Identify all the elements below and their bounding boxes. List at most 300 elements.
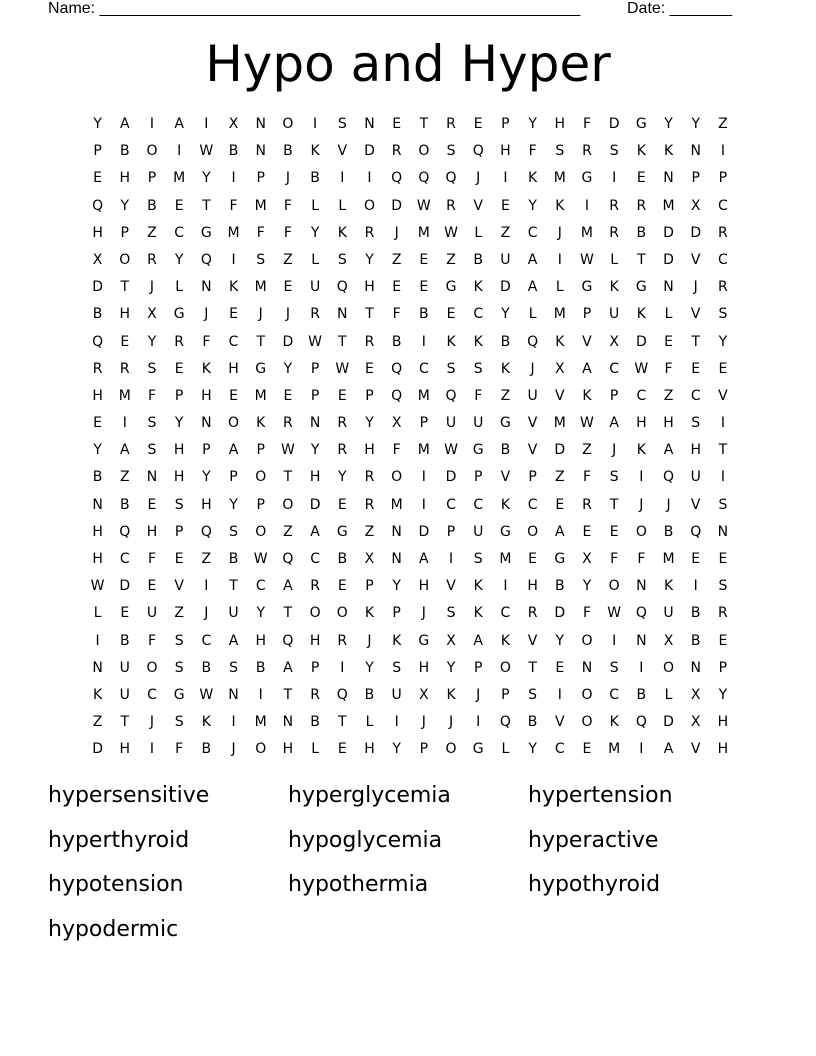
grid-letter: G [418,632,430,649]
grid-letter: J [367,632,372,649]
grid-letter: H [663,415,674,432]
grid-letter: H [255,632,266,649]
grid-letter: X [690,714,701,731]
grid-letter: W [416,197,431,214]
grid-letter: P [718,659,728,676]
grid-letter: K [473,605,483,622]
grid-letter: T [120,279,130,296]
grid-letter: I [394,714,399,731]
grid-letter: F [202,333,211,350]
grid-letter: B [690,605,701,622]
grid-letter: M [608,741,621,758]
grid-letter: B [636,224,647,241]
grid-letter: Y [120,197,130,214]
grid-letter: S [609,469,619,486]
grid-letter: C [718,251,728,268]
grid-row [84,492,738,519]
grid-letter: Q [391,387,403,404]
grid-letter: S [446,143,456,160]
grid-letter: S [174,496,184,513]
word-bank-row [48,823,768,868]
grid-letter: S [229,659,238,676]
grid-letter: E [636,170,646,187]
grid-row [84,709,738,736]
grid-letter: H [554,116,566,132]
grid-letter: I [313,116,318,132]
grid-letter: R [527,605,538,622]
grid-letter: I [258,686,263,703]
grid-letter: P [419,741,429,758]
grid-letter: O [309,605,321,622]
grid-letter: S [718,578,728,595]
grid-letter: S [473,551,483,567]
grid-letter: U [609,306,620,323]
grid-letter: Q [92,197,104,214]
grid-letter: P [256,442,265,459]
grid-letter: P [120,224,129,241]
grid-letter: Z [582,442,592,459]
grid-letter: I [557,686,562,703]
grid-letter: B [147,197,157,214]
grid-letter: R [609,224,620,241]
grid-row [84,329,738,356]
grid-letter: U [500,251,511,268]
grid-letter: S [446,360,456,377]
grid-letter: I [421,496,426,513]
grid-letter: H [92,523,103,540]
grid-letter: D [608,116,620,132]
grid-letter: I [149,116,155,132]
grid-letter: Z [147,224,157,241]
grid-letter: H [364,279,375,296]
grid-letter: Z [174,605,184,622]
grid-letter: C [147,686,157,703]
grid-letter: E [120,605,130,622]
grid-letter: U [527,387,538,404]
grid-letter: O [581,714,593,731]
grid-letter: V [473,197,483,214]
grid-letter: X [663,632,674,649]
grid-letter: J [394,224,399,241]
grid-letter: N [690,143,701,160]
grid-letter: P [93,143,102,160]
grid-letter: Y [147,333,157,350]
grid-letter: M [417,224,430,241]
grid-letter: Y [582,578,592,595]
grid-letter: B [92,306,103,323]
grid-letter: E [691,360,701,377]
grid-letter: S [147,415,157,432]
grid-letter: M [553,306,566,323]
grid-letter: F [392,442,401,459]
grid-letter: E [392,279,402,296]
grid-letter: N [663,279,674,296]
word-bank-item: hyperthyroid [48,827,190,853]
grid-letter: A [119,116,130,132]
grid-letter: Y [93,116,102,132]
grid-letter: R [337,632,348,649]
grid-letter: O [228,415,240,432]
grid-letter: E [337,741,347,758]
grid-letter: C [418,360,429,377]
grid-letter: O [391,469,403,486]
grid-letter: B [310,170,320,187]
grid-letter: M [254,197,267,214]
grid-letter: T [419,116,429,132]
grid-letter: M [254,387,267,404]
grid-letter: N [228,686,239,703]
grid-letter: Y [664,116,673,132]
grid-letter: X [554,360,565,377]
grid-letter: K [582,387,592,404]
grid-letter: M [227,224,240,241]
grid-letter: G [255,360,267,377]
grid-letter: N [146,469,158,486]
grid-letter: F [147,551,156,567]
grid-letter: B [255,659,266,676]
grid-letter: F [392,306,401,323]
grid-letter: C [609,360,620,377]
grid-letter: I [231,170,236,187]
grid-row [84,193,738,220]
grid-letter: W [90,578,105,595]
grid-letter: L [555,279,564,296]
grid-letter: E [120,333,130,350]
grid-letter: Y [174,415,184,432]
grid-letter: C [446,496,456,513]
grid-letter: E [392,116,402,132]
grid-letter: F [256,224,265,241]
grid-letter: K [555,197,565,214]
grid-letter: A [119,442,130,459]
grid-letter: I [231,251,236,268]
grid-letter: M [662,197,675,214]
grid-letter: Q [690,523,702,540]
grid-letter: Q [336,279,348,296]
grid-letter: Y [528,197,537,214]
grid-letter: K [201,360,211,377]
grid-letter: E [337,496,347,513]
grid-letter: S [609,143,619,160]
grid-letter: Q [391,170,403,187]
grid-row [84,220,738,247]
grid-letter: V [582,333,592,350]
grid-letter: F [610,551,619,567]
grid-letter: K [201,714,211,731]
grid-letter: G [499,415,511,432]
grid-letter: T [528,659,537,676]
grid-letter: C [718,197,728,214]
grid-letter: P [174,387,184,404]
grid-letter: J [530,360,535,377]
grid-letter: A [582,360,592,377]
grid-letter: Q [472,143,484,160]
grid-letter: R [636,197,647,214]
grid-letter: O [282,116,294,132]
grid-letter: D [500,279,511,296]
grid-letter: V [690,741,701,758]
grid-letter: A [609,415,619,432]
grid-letter: V [718,387,728,404]
word-search-grid [84,111,738,764]
grid-letter: B [663,523,674,540]
grid-letter: E [446,306,456,323]
grid-letter: B [92,469,103,486]
grid-letter: C [500,605,511,622]
grid-letter: N [309,415,321,432]
grid-letter: G [173,306,185,323]
grid-letter: T [718,442,728,459]
grid-letter: B [473,251,484,268]
grid-letter: Y [310,224,320,241]
grid-letter: Q [635,605,647,622]
grid-letter: O [499,659,511,676]
grid-letter: U [473,415,484,432]
word-bank [48,778,768,956]
grid-letter: B [228,143,239,160]
grid-letter: M [662,551,675,567]
grid-letter: K [609,279,619,296]
grid-letter: U [473,523,484,540]
grid-letter: M [499,551,512,567]
grid-letter: A [228,632,239,649]
grid-letter: Z [663,387,674,404]
grid-letter: L [664,306,673,323]
grid-letter: C [255,578,266,595]
grid-letter: M [254,714,267,731]
grid-letter: L [664,686,673,703]
grid-letter: O [581,686,593,703]
grid-letter: E [718,551,728,567]
grid-letter: B [527,714,538,731]
grid-letter: P [446,523,456,540]
grid-letter: R [391,143,402,160]
grid-letter: S [555,143,565,160]
grid-letter: H [309,632,321,649]
grid-letter: K [256,415,266,432]
grid-letter: S [691,415,701,432]
grid-letter: Y [229,496,238,513]
grid-letter: A [419,551,429,567]
word-bank-row [48,912,768,957]
grid-letter: P [501,116,510,132]
grid-letter: F [283,197,292,214]
grid-letter: N [717,523,729,540]
grid-letter: W [444,442,458,459]
grid-letter: K [473,333,483,350]
grid-letter: I [177,143,182,160]
grid-letter: M [254,279,267,296]
grid-letter: K [446,686,456,703]
grid-letter: H [690,442,701,459]
grid-letter: D [554,442,566,459]
grid-letter: B [636,686,647,703]
grid-letter: K [473,578,483,595]
grid-letter: Q [499,714,511,731]
grid-letter: V [500,469,511,486]
grid-letter: F [147,632,156,649]
grid-letter: J [204,306,209,323]
grid-letter: B [500,442,511,459]
grid-letter: N [391,551,402,567]
grid-letter: X [92,251,103,268]
grid-letter: C [527,496,538,513]
grid-letter: V [527,442,538,459]
grid-letter: A [283,578,293,595]
grid-letter: S [229,523,238,540]
grid-letter: J [666,496,671,513]
grid-letter: R [310,578,320,595]
grid-letter: U [445,415,457,432]
word-bank-item: hypotension [48,872,184,897]
grid-letter: I [149,741,155,758]
grid-letter: E [229,306,238,323]
grid-letter: Z [119,469,130,486]
grid-letter: B [201,659,212,676]
grid-letter: F [147,387,156,404]
grid-letter: R [364,333,375,350]
word-bank-item: hypertension [528,783,673,808]
grid-letter: E [419,251,429,268]
grid-letter: T [229,578,238,595]
grid-letter: B [337,551,348,567]
grid-letter: F [175,741,184,758]
grid-letter: E [174,551,184,567]
grid-letter: S [174,659,184,676]
grid-letter: P [365,387,374,404]
grid-letter: L [311,197,319,214]
grid-letter: N [92,659,103,676]
grid-letter: L [93,605,102,622]
grid-letter: D [364,143,375,160]
grid-letter: D [554,605,566,622]
grid-letter: P [473,469,483,486]
word-bank-item: hypodermic [48,916,179,942]
grid-letter: E [283,387,293,404]
grid-letter: C [119,551,130,567]
grid-letter: X [364,551,375,567]
grid-letter: Y [283,360,293,377]
grid-letter: Z [201,551,212,567]
word-bank-item: hypoglycemia [288,827,443,853]
grid-letter: D [690,224,702,241]
grid-row [84,138,738,165]
grid-letter: A [554,523,565,540]
grid-letter: S [446,605,456,622]
grid-letter: D [635,333,647,350]
grid-letter: O [608,578,620,595]
grid-letter: V [554,714,565,731]
grid-letter: V [446,578,456,595]
grid-letter: E [147,578,157,595]
grid-letter: P [229,469,238,486]
grid-letter: E [174,197,184,214]
grid-letter: K [663,143,674,160]
grid-letter: R [446,197,456,214]
grid-letter: P [310,659,320,676]
grid-letter: C [527,224,538,241]
grid-letter: M [173,170,186,187]
grid-letter: I [95,632,100,649]
grid-letter: E [93,415,103,432]
grid-letter: O [336,605,348,622]
grid-letter: C [473,496,484,513]
grid-letter: K [555,333,565,350]
grid-letter: T [283,469,293,486]
grid-letter: P [365,578,374,595]
grid-letter: E [174,360,184,377]
grid-letter: A [310,523,320,540]
grid-letter: I [367,170,372,187]
grid-letter: Y [365,251,374,268]
grid-letter: R [174,333,185,350]
grid-letter: T [202,197,211,214]
grid-letter: S [147,360,157,377]
grid-letter: K [392,632,402,649]
grid-letter: O [581,632,593,649]
grid-letter: B [500,333,511,350]
grid-letter: T [691,333,700,350]
grid-letter: H [282,741,294,758]
grid-letter: Y [365,659,374,676]
grid-letter: P [310,360,320,377]
grid-letter: C [228,333,239,350]
grid-letter: W [580,415,594,432]
grid-letter: S [528,686,538,703]
grid-letter: B [690,632,701,649]
grid-letter: P [256,496,265,513]
grid-letter: R [119,360,130,377]
grid-letter: K [446,333,456,350]
grid-letter: Y [392,578,401,595]
grid-letter: D [92,741,103,758]
grid-letter: P [419,415,429,432]
grid-letter: J [476,170,481,187]
grid-letter: R [718,224,728,241]
grid-letter: W [199,143,214,160]
grid-letter: P [501,686,510,703]
grid-letter: P [174,523,184,540]
grid-letter: F [474,387,483,404]
grid-letter: E [582,741,592,758]
grid-letter: E [582,523,592,540]
word-bank-item: hypothyroid [528,872,661,897]
grid-letter: I [503,578,508,595]
grid-letter: L [501,741,510,758]
grid-letter: R [582,143,592,160]
grid-letter: D [119,578,131,595]
grid-letter: H [717,714,729,731]
grid-letter: I [204,116,209,132]
grid-letter: Y [555,632,565,649]
grid-letter: J [285,306,290,323]
grid-row [84,437,738,464]
grid-letter: E [229,387,238,404]
grid-letter: V [174,578,184,595]
word-bank-item: hyperactive [528,827,659,853]
grid-letter: S [256,251,266,268]
grid-letter: Y [446,659,456,676]
grid-letter: H [364,741,375,758]
grid-letter: S [337,251,347,268]
grid-letter: H [418,659,430,676]
grid-letter: B [228,551,239,567]
grid-letter: D [445,469,457,486]
grid-letter: F [582,605,591,622]
grid-letter: N [92,496,103,513]
grid-letter: W [335,360,350,377]
grid-row [84,111,738,138]
